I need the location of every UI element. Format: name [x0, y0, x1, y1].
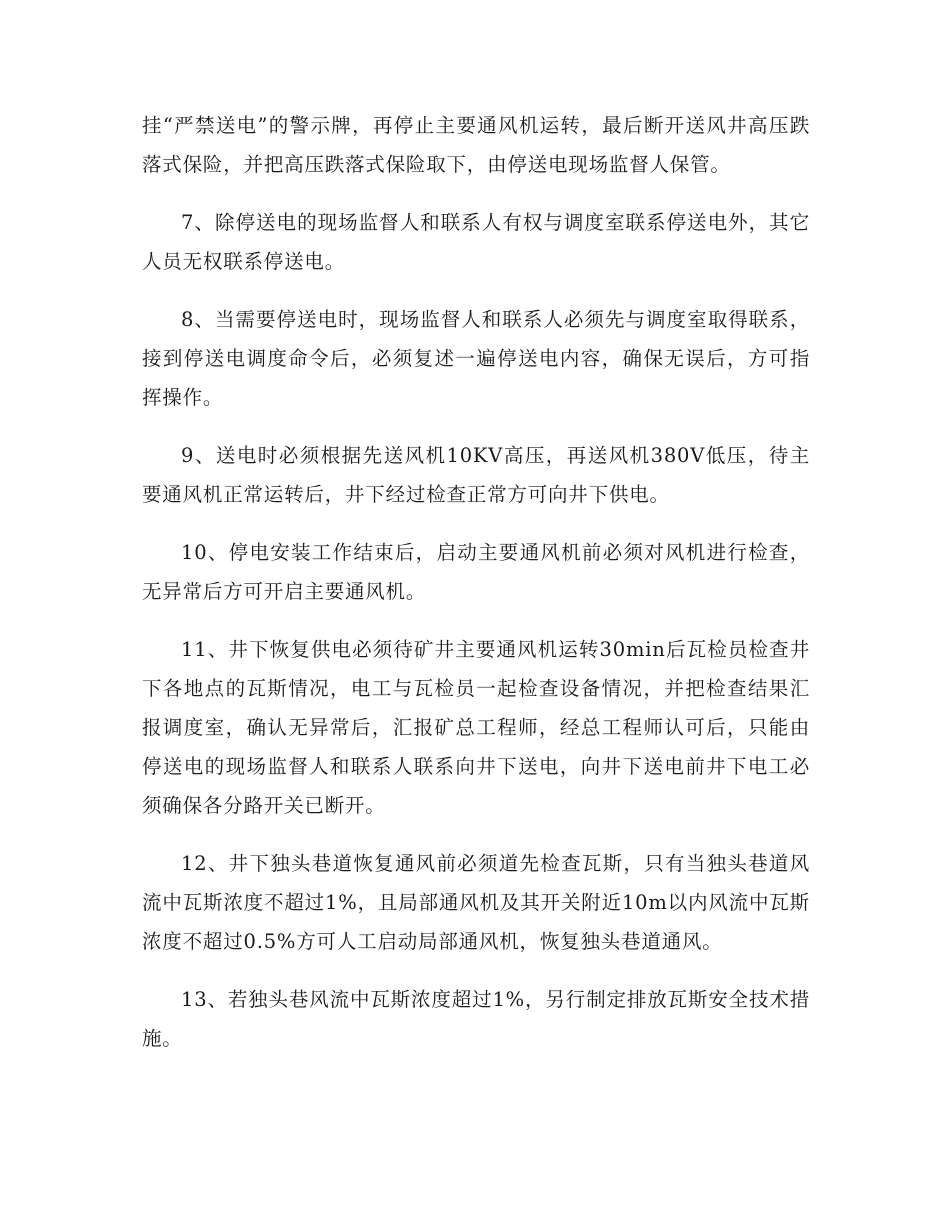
document-body [142, 106, 810, 1077]
paragraph-item-7: 7、除停送电的现场监督人和联系人有权与调度室联系停送电外，其它人员无权联系停送电。 [142, 211, 810, 273]
paragraph-item-8: 8、当需要停送电时，现场监督人和联系人必须先与调度室取得联系，接到停送电调度命令后，必须复述一遍停送电内容，确保无误后，方可指挥操作。 [142, 308, 810, 409]
paragraph-item-12: 12、井下独头巷道恢复通风前必须道先检查瓦斯，只有当独头巷道风流中瓦斯浓度不超过1%，且局部通风机及其开关附近10m以内风流中瓦斯浓度不超过0.5%方可人工启动局部通风机，恢复独头巷道通风。 [142, 852, 810, 953]
paragraph-item-10: 10、停电安装工作结束后，启动主要通风机前必须对风机进行检查，无异常后方可开启主要通风机。 [142, 541, 810, 603]
paragraph-item-11: 11、井下恢复供电必须待矿井主要通风机运转30min后瓦检员检查井下各地点的瓦斯情况，电工与瓦检员一起检查设备情况，并把检查结果汇报调度室，确认无异常后，汇报矿总工程师，经总工程师认可后，只能由停送电的现场监督人和联系人联系向井下送电，向井下送电前井下电工必须确保各分路开关已断开。 [142, 638, 810, 817]
paragraph-item-13: 13、若独头巷风流中瓦斯浓度超过1%，另行制定排放瓦斯安全技术措施。 [142, 988, 810, 1050]
paragraph-item-9: 9、送电时必须根据先送风机10KV高压，再送风机380V低压，待主要通风机正常运转后，井下经过检查正常方可向井下供电。 [142, 444, 810, 506]
paragraph-continuation: 挂“严禁送电”的警示牌，再停止主要通风机运转，最后断开送风井高压跌落式保险，并把高压跌落式保险取下，由停送电现场监督人保管。 [142, 114, 810, 176]
